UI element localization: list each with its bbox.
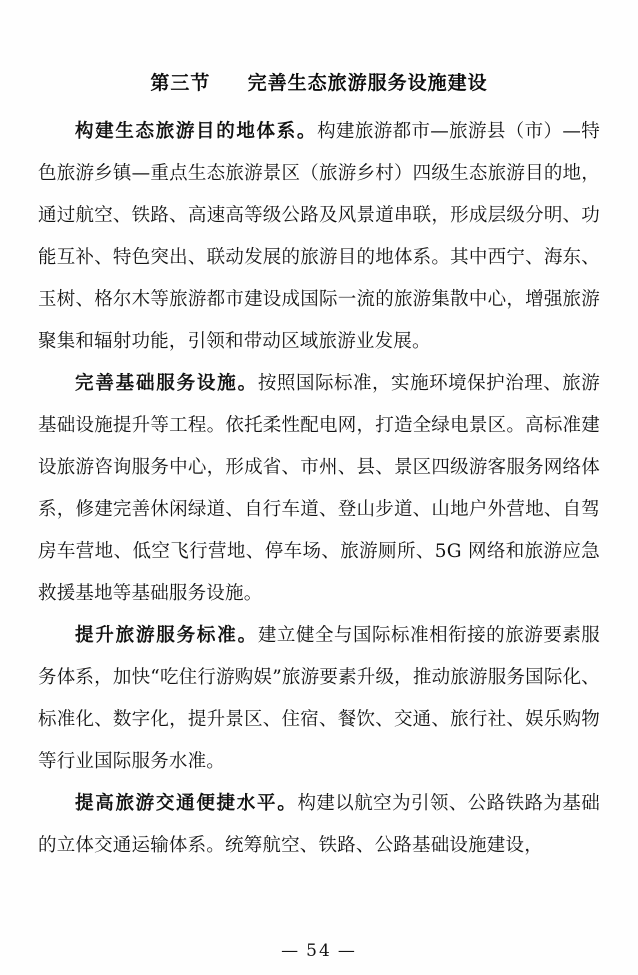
footer-left-dash: —	[281, 941, 301, 961]
paragraph-1	[38, 111, 600, 363]
paragraph-2-body: 按照国际标准，实施环境保护治理、旅游基础设施提升等工程。依托柔性配电网，打造全绿电景区。高标准建设旅游咨询服务中心，形成省、市州、县、景区四级游客服务网络体系，修建完善休闲绿道、自行车道、登山步道、山地户外营地、自驾房车营地、低空飞行营地、停车场、旅游厕所、5G 网络和旅游应急救援基地等基础服务设施。	[38, 373, 600, 604]
paragraph-3	[38, 615, 600, 783]
paragraph-3-body: 建立健全与国际标准相衔接的旅游要素服务体系，加快“吃住行游购娱”旅游要素升级，推动旅游服务国际化、标准化、数字化，提升景区、住宿、餐饮、交通、旅行社、娱乐购物等行业国际服务水准。	[38, 625, 600, 772]
paragraph-2	[38, 363, 600, 615]
paragraph-3-lead: 提升旅游服务标准。	[75, 625, 258, 646]
paragraph-4-body: 构建以航空为引领、公路铁路为基础的立体交通运输体系。统筹航空、铁路、公路基础设施建设，	[38, 793, 600, 856]
section-title-text: 完善生态旅游服务设施建设	[247, 72, 488, 94]
section-number: 第三节	[150, 72, 211, 94]
page-footer	[0, 941, 638, 961]
page-title	[38, 0, 600, 111]
paragraph-4	[38, 783, 600, 867]
paragraph-1-body: 构建旅游都市—旅游县（市）—特色旅游乡镇—重点生态旅游景区（旅游乡村）四级生态旅游目的地，通过航空、铁路、高速高等级公路及风景道串联，形成层级分明、功能互补、特色突出、联动发展的旅游目的地体系。其中西宁、海东、玉树、格尔木等旅游都市建设成国际一流的旅游集散中心，增强旅游聚集和辐射功能，引领和带动区域旅游业发展。	[38, 121, 600, 352]
page-number: 54	[306, 941, 332, 961]
paragraph-4-lead: 提高旅游交通便捷水平。	[75, 793, 298, 814]
paragraph-1-lead: 构建生态旅游目的地体系。	[75, 121, 318, 142]
footer-right-dash: —	[337, 941, 357, 961]
paragraph-2-lead: 完善基础服务设施。	[75, 373, 258, 394]
